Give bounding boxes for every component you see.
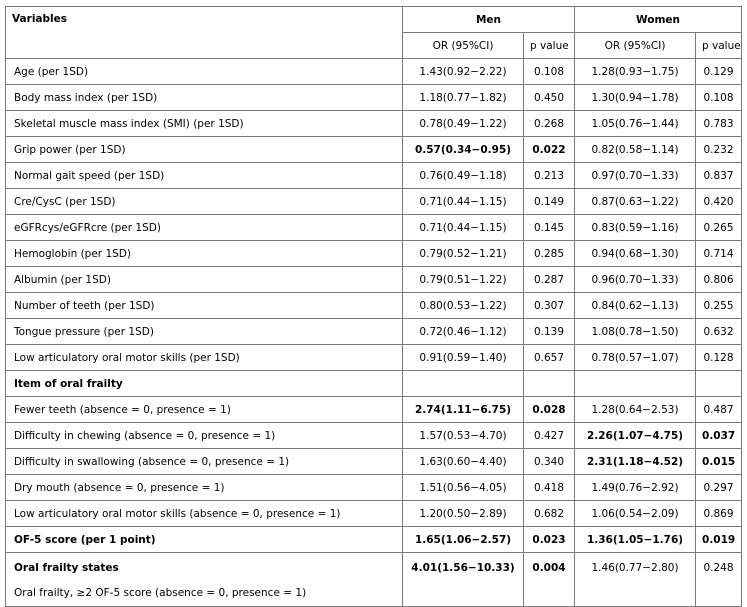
men-or-cell: 1.43(0.92−2.22) — [403, 59, 524, 85]
men-or-cell: 0.57(0.34−0.95) — [403, 137, 524, 163]
section-label: Item of oral frailty — [6, 371, 403, 397]
men-p-cell: 0.022 — [524, 137, 575, 163]
row-label: Skeletal muscle mass index (SMI) (per 1SD) — [6, 111, 403, 137]
row-label: Albumin (per 1SD) — [6, 267, 403, 293]
table-row — [6, 111, 742, 137]
women-or-cell — [575, 371, 696, 397]
women-p-cell: 0.632 — [696, 319, 742, 345]
men-or-cell: 0.72(0.46−1.12) — [403, 319, 524, 345]
men-or-cell: 0.78(0.49−1.22) — [403, 111, 524, 137]
row-label: Body mass index (per 1SD) — [6, 85, 403, 111]
table-row — [6, 423, 742, 449]
men-p-cell: 0.149 — [524, 189, 575, 215]
row-label: Cre/CysC (per 1SD) — [6, 189, 403, 215]
women-or-cell: 0.97(0.70−1.33) — [575, 163, 696, 189]
men-p-cell: 0.657 — [524, 345, 575, 371]
women-or-cell: 0.96(0.70−1.33) — [575, 267, 696, 293]
men-p-cell: 0.287 — [524, 267, 575, 293]
men-or-cell: 0.71(0.44−1.15) — [403, 189, 524, 215]
women-or-cell: 2.31(1.18−4.52) — [575, 449, 696, 475]
table-row — [6, 241, 742, 267]
men-or-cell: 0.80(0.53−1.22) — [403, 293, 524, 319]
oral-frailty-states-label: Oral frailty states — [14, 562, 119, 574]
men-p-cell: 0.108 — [524, 59, 575, 85]
women-p-cell: 0.869 — [696, 501, 742, 527]
table-row — [6, 85, 742, 111]
table-row-oral-frailty-states — [6, 553, 742, 607]
men-p-cell: 0.028 — [524, 397, 575, 423]
women-or-cell: 1.36(1.05−1.76) — [575, 527, 696, 553]
women-p-cell: 0.837 — [696, 163, 742, 189]
table-row — [6, 475, 742, 501]
men-p-cell: 0.023 — [524, 527, 575, 553]
section-header-row — [6, 371, 742, 397]
row-label: Low articulatory oral motor skills (absence = 0, presence = 1) — [6, 501, 403, 527]
table-row — [6, 527, 742, 553]
women-or-cell: 1.06(0.54−2.09) — [575, 501, 696, 527]
row-label: Fewer teeth (absence = 0, presence = 1) — [6, 397, 403, 423]
row-label: Normal gait speed (per 1SD) — [6, 163, 403, 189]
men-or-cell: 1.63(0.60−4.40) — [403, 449, 524, 475]
women-or-cell: 0.87(0.63−1.22) — [575, 189, 696, 215]
men-p-header: p value — [524, 33, 575, 59]
men-or-cell: 0.79(0.52−1.21) — [403, 241, 524, 267]
women-or-cell: 0.83(0.59−1.16) — [575, 215, 696, 241]
table-row — [6, 215, 742, 241]
men-p-cell: 0.268 — [524, 111, 575, 137]
women-or-cell: 1.49(0.76−2.92) — [575, 475, 696, 501]
men-or-cell: 2.74(1.11−6.75) — [403, 397, 524, 423]
women-or-cell: 1.28(0.93−1.75) — [575, 59, 696, 85]
women-p-cell: 0.128 — [696, 345, 742, 371]
row-label-stacked — [6, 553, 403, 607]
women-or-cell: 1.46(0.77−2.80) — [575, 553, 696, 607]
table-row — [6, 319, 742, 345]
row-label: Difficulty in chewing (absence = 0, presence = 1) — [6, 423, 403, 449]
men-p-cell: 0.307 — [524, 293, 575, 319]
women-p-cell: 0.420 — [696, 189, 742, 215]
row-label: Hemoglobin (per 1SD) — [6, 241, 403, 267]
women-p-cell: 0.015 — [696, 449, 742, 475]
men-or-cell: 0.76(0.49−1.18) — [403, 163, 524, 189]
women-p-cell — [696, 371, 742, 397]
table-row — [6, 163, 742, 189]
women-p-cell: 0.232 — [696, 137, 742, 163]
women-or-cell: 1.28(0.64−2.53) — [575, 397, 696, 423]
men-p-cell: 0.285 — [524, 241, 575, 267]
women-p-cell: 0.265 — [696, 215, 742, 241]
table-row — [6, 345, 742, 371]
men-or-cell: 0.79(0.51−1.22) — [403, 267, 524, 293]
table-row — [6, 293, 742, 319]
table-row — [6, 189, 742, 215]
women-p-cell: 0.037 — [696, 423, 742, 449]
women-p-cell: 0.129 — [696, 59, 742, 85]
women-or-cell: 0.84(0.62−1.13) — [575, 293, 696, 319]
oral-frailty-definition-label: Oral frailty, ≥2 OF-5 score (absence = 0, presence = 1) — [14, 587, 307, 599]
women-p-cell: 0.248 — [696, 553, 742, 607]
women-p-cell: 0.714 — [696, 241, 742, 267]
table-row — [6, 449, 742, 475]
men-or-cell: 0.71(0.44−1.15) — [403, 215, 524, 241]
women-or-cell: 1.05(0.76−1.44) — [575, 111, 696, 137]
men-or-cell: 1.65(1.06−2.57) — [403, 527, 524, 553]
women-p-cell: 0.783 — [696, 111, 742, 137]
women-or-cell: 0.78(0.57−1.07) — [575, 345, 696, 371]
men-or-cell — [403, 371, 524, 397]
women-p-header: p value — [696, 33, 742, 59]
men-p-cell: 0.450 — [524, 85, 575, 111]
table-row — [6, 397, 742, 423]
variables-header: Variables — [6, 7, 403, 59]
men-p-cell: 0.145 — [524, 215, 575, 241]
men-p-cell: 0.139 — [524, 319, 575, 345]
men-or-cell: 1.51(0.56−4.05) — [403, 475, 524, 501]
women-p-cell: 0.487 — [696, 397, 742, 423]
row-label: OF-5 score (per 1 point) — [6, 527, 403, 553]
women-or-cell: 1.08(0.78−1.50) — [575, 319, 696, 345]
men-p-cell: 0.340 — [524, 449, 575, 475]
row-label: eGFRcys/eGFRcre (per 1SD) — [6, 215, 403, 241]
women-p-cell: 0.108 — [696, 85, 742, 111]
women-or-header: OR (95%CI) — [575, 33, 696, 59]
row-label: Number of teeth (per 1SD) — [6, 293, 403, 319]
women-p-cell: 0.806 — [696, 267, 742, 293]
men-p-cell: 0.213 — [524, 163, 575, 189]
women-p-cell: 0.255 — [696, 293, 742, 319]
men-p-cell: 0.682 — [524, 501, 575, 527]
row-label: Dry mouth (absence = 0, presence = 1) — [6, 475, 403, 501]
row-label: Low articulatory oral motor skills (per 1SD) — [6, 345, 403, 371]
men-or-cell: 1.18(0.77−1.82) — [403, 85, 524, 111]
women-p-cell: 0.297 — [696, 475, 742, 501]
women-or-cell: 0.94(0.68−1.30) — [575, 241, 696, 267]
row-label: Tongue pressure (per 1SD) — [6, 319, 403, 345]
men-or-cell: 4.01(1.56−10.33) — [403, 553, 524, 607]
table-row — [6, 267, 742, 293]
men-p-cell: 0.427 — [524, 423, 575, 449]
table-row — [6, 59, 742, 85]
women-p-cell: 0.019 — [696, 527, 742, 553]
row-label: Grip power (per 1SD) — [6, 137, 403, 163]
odds-ratio-table — [5, 6, 742, 607]
results-table-container — [5, 6, 741, 607]
men-or-cell: 0.91(0.59−1.40) — [403, 345, 524, 371]
table-row — [6, 501, 742, 527]
men-or-cell: 1.20(0.50−2.89) — [403, 501, 524, 527]
women-header: Women — [575, 7, 742, 33]
header-row-groups — [6, 7, 742, 33]
women-or-cell: 1.30(0.94−1.78) — [575, 85, 696, 111]
row-label: Age (per 1SD) — [6, 59, 403, 85]
row-label: Difficulty in swallowing (absence = 0, presence = 1) — [6, 449, 403, 475]
table-row — [6, 137, 742, 163]
women-or-cell: 0.82(0.58−1.14) — [575, 137, 696, 163]
men-or-cell: 1.57(0.53−4.70) — [403, 423, 524, 449]
women-or-cell: 2.26(1.07−4.75) — [575, 423, 696, 449]
men-p-cell: 0.418 — [524, 475, 575, 501]
men-header: Men — [403, 7, 575, 33]
men-p-cell: 0.004 — [524, 553, 575, 607]
men-p-cell — [524, 371, 575, 397]
men-or-header: OR (95%CI) — [403, 33, 524, 59]
